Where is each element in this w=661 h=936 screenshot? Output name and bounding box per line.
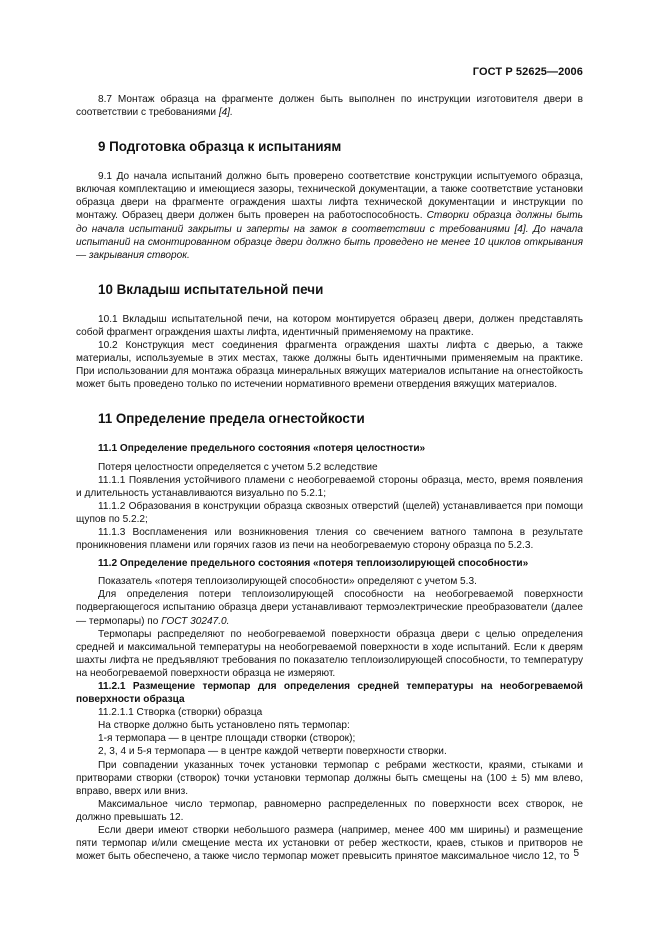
subsection-11-2-1-title: 11.2.1 Размещение термопар для определения средней температуры на необогреваемой поверхности образца	[76, 681, 583, 706]
paragraph-8-7	[76, 93, 583, 119]
paragraph-11-2-b	[76, 588, 583, 627]
paragraph-9-1-text: 9.1 До начала испытаний должно быть проверено соответствие конструкции испытуемого образца, включая комплектацию и имеющиеся зазоры, технической документации, а также соответствие установки образца двери на фрагменте ограждения шахты лифта технической документации и инструкции по монтажу. Образец двери должен быть проверен на работоспособность.	[76, 171, 583, 222]
paragraph-11-1-2: 11.1.2 Образования в конструкции образца сквозных отверстий (щелей) устанавливается при помощи щупов по 5.2.2;	[76, 500, 583, 525]
paragraph-thermocouple-offset: При совпадении указанных точек установки термопар с ребрами жесткости, краями, стыками и притворами створки (створок) точки установки термопар должны быть смещены на (100 ± 5) мм влево, вправо, вверх или вниз.	[76, 759, 583, 797]
paragraph-11-2-c: Термопары распределяют по необогреваемой поверхности образца двери с целью определения средней и максимальной температуры на необогреваемой поверхности в ходе испытаний. Если к дверям шахты лифта не предъявляют требования по показателю теплоизолирующей способности, то температуру на необогреваемой поверхности образца не измеряют.	[76, 628, 583, 679]
paragraph-9-1-italic: Створки образца должны быть до начала испытаний закрыты и заперты на замок в соответствии с требованиями [4]. До начала испытаний на смонтированном образце двери должно быть проведено не менее 10 циклов открывания — закрывания створок.	[76, 210, 583, 261]
paragraph-9-1	[76, 170, 583, 262]
paragraph-small-doors: Если двери имеют створки небольшого размера (например, менее 400 мм ширины) и размещение пяти термопар и/или смещение места их установки от ребер жесткости, краев, стыков и притворов не может быть обеспечено, а также число термопар может превысить принятое максимальное число 12, то	[76, 825, 583, 863]
paragraph-11-2-b-text: Для определения потери теплоизолирующей способности на необогреваемой поверхности подвергающегося испытанию образца двери устанавливают термоэлектрические преобразователи (далее — термопары) по	[76, 589, 583, 627]
paragraph-thermocouple-1: 1-я термопара — в центре площади створки (створок);	[98, 733, 356, 745]
paragraph-thermocouple-count: На створке должно быть установлено пять термопар:	[98, 720, 350, 732]
reference-4: [4].	[218, 107, 233, 119]
paragraph-thermocouple-2-5: 2, 3, 4 и 5-я термопара — в центре каждой четверти поверхности створки.	[98, 746, 447, 758]
paragraph-8-7-text: 8.7 Монтаж образца на фрагменте должен быть выполнен по инструкции изготовителя двери в соответствии с требованиями	[76, 94, 583, 119]
section-9-title: 9 Подготовка образца к испытаниям	[98, 139, 342, 155]
paragraph-10-2: 10.2 Конструкция мест соединения фрагмента ограждения шахты лифта с дверью, а также материалы, используемые в этих местах, также должны быть идентичными применяемым на практике. При использовании для монтажа образца минеральных вяжущих материалов испытание на огнестойкость может быть проведено только по истечении нормативного времени отвердения вяжущих материалов.	[76, 340, 583, 391]
paragraph-11-1-intro: Потеря целостности определяется с учетом 5.2 вследствие	[98, 461, 378, 473]
subsection-11-1-title: 11.1 Определение предельного состояния «потеря целостности»	[98, 443, 426, 455]
paragraph-11-1-3: 11.1.3 Воспламенения или возникновения тления со свечением ватного тампона в результате проникновения пламени или горячих газов из печи на необогреваемую сторону образца по 5.2.3.	[76, 526, 583, 552]
page-number: 5	[573, 848, 579, 859]
section-10-title: 10 Вкладыш испытательной печи	[98, 281, 324, 297]
gost-reference: ГОСТ 30247.0.	[161, 615, 230, 627]
subsection-11-2-title: 11.2 Определение предельного состояния «потеря теплоизолирующей способности»	[98, 558, 529, 570]
paragraph-11-2-1-1: 11.2.1.1 Створка (створки) образца	[98, 707, 263, 719]
paragraph-11-2-a: Показатель «потеря теплоизолирующей способности» определяют с учетом 5.3.	[98, 576, 477, 588]
paragraph-11-1-1: 11.1.1 Появления устойчивого пламени с необогреваемой стороны образца, место, время появления и длительность устанавливаются визуально по 5.2.1;	[76, 474, 583, 499]
document-body	[76, 93, 583, 863]
paragraph-10-1: 10.1 Вкладыш испытательной печи, на котором монтируется образец двери, должен представлять собой фрагмент ограждения шахты лифта, идентичный применяемому на практике.	[76, 313, 583, 338]
section-11-title: 11 Определение предела огнестойкости	[98, 411, 365, 427]
standard-code: ГОСТ Р 52625—2006	[472, 66, 583, 78]
paragraph-thermocouple-max: Максимальное число термопар, равномерно распределенных по поверхности всех створок, не должно превышать 12.	[76, 798, 583, 823]
